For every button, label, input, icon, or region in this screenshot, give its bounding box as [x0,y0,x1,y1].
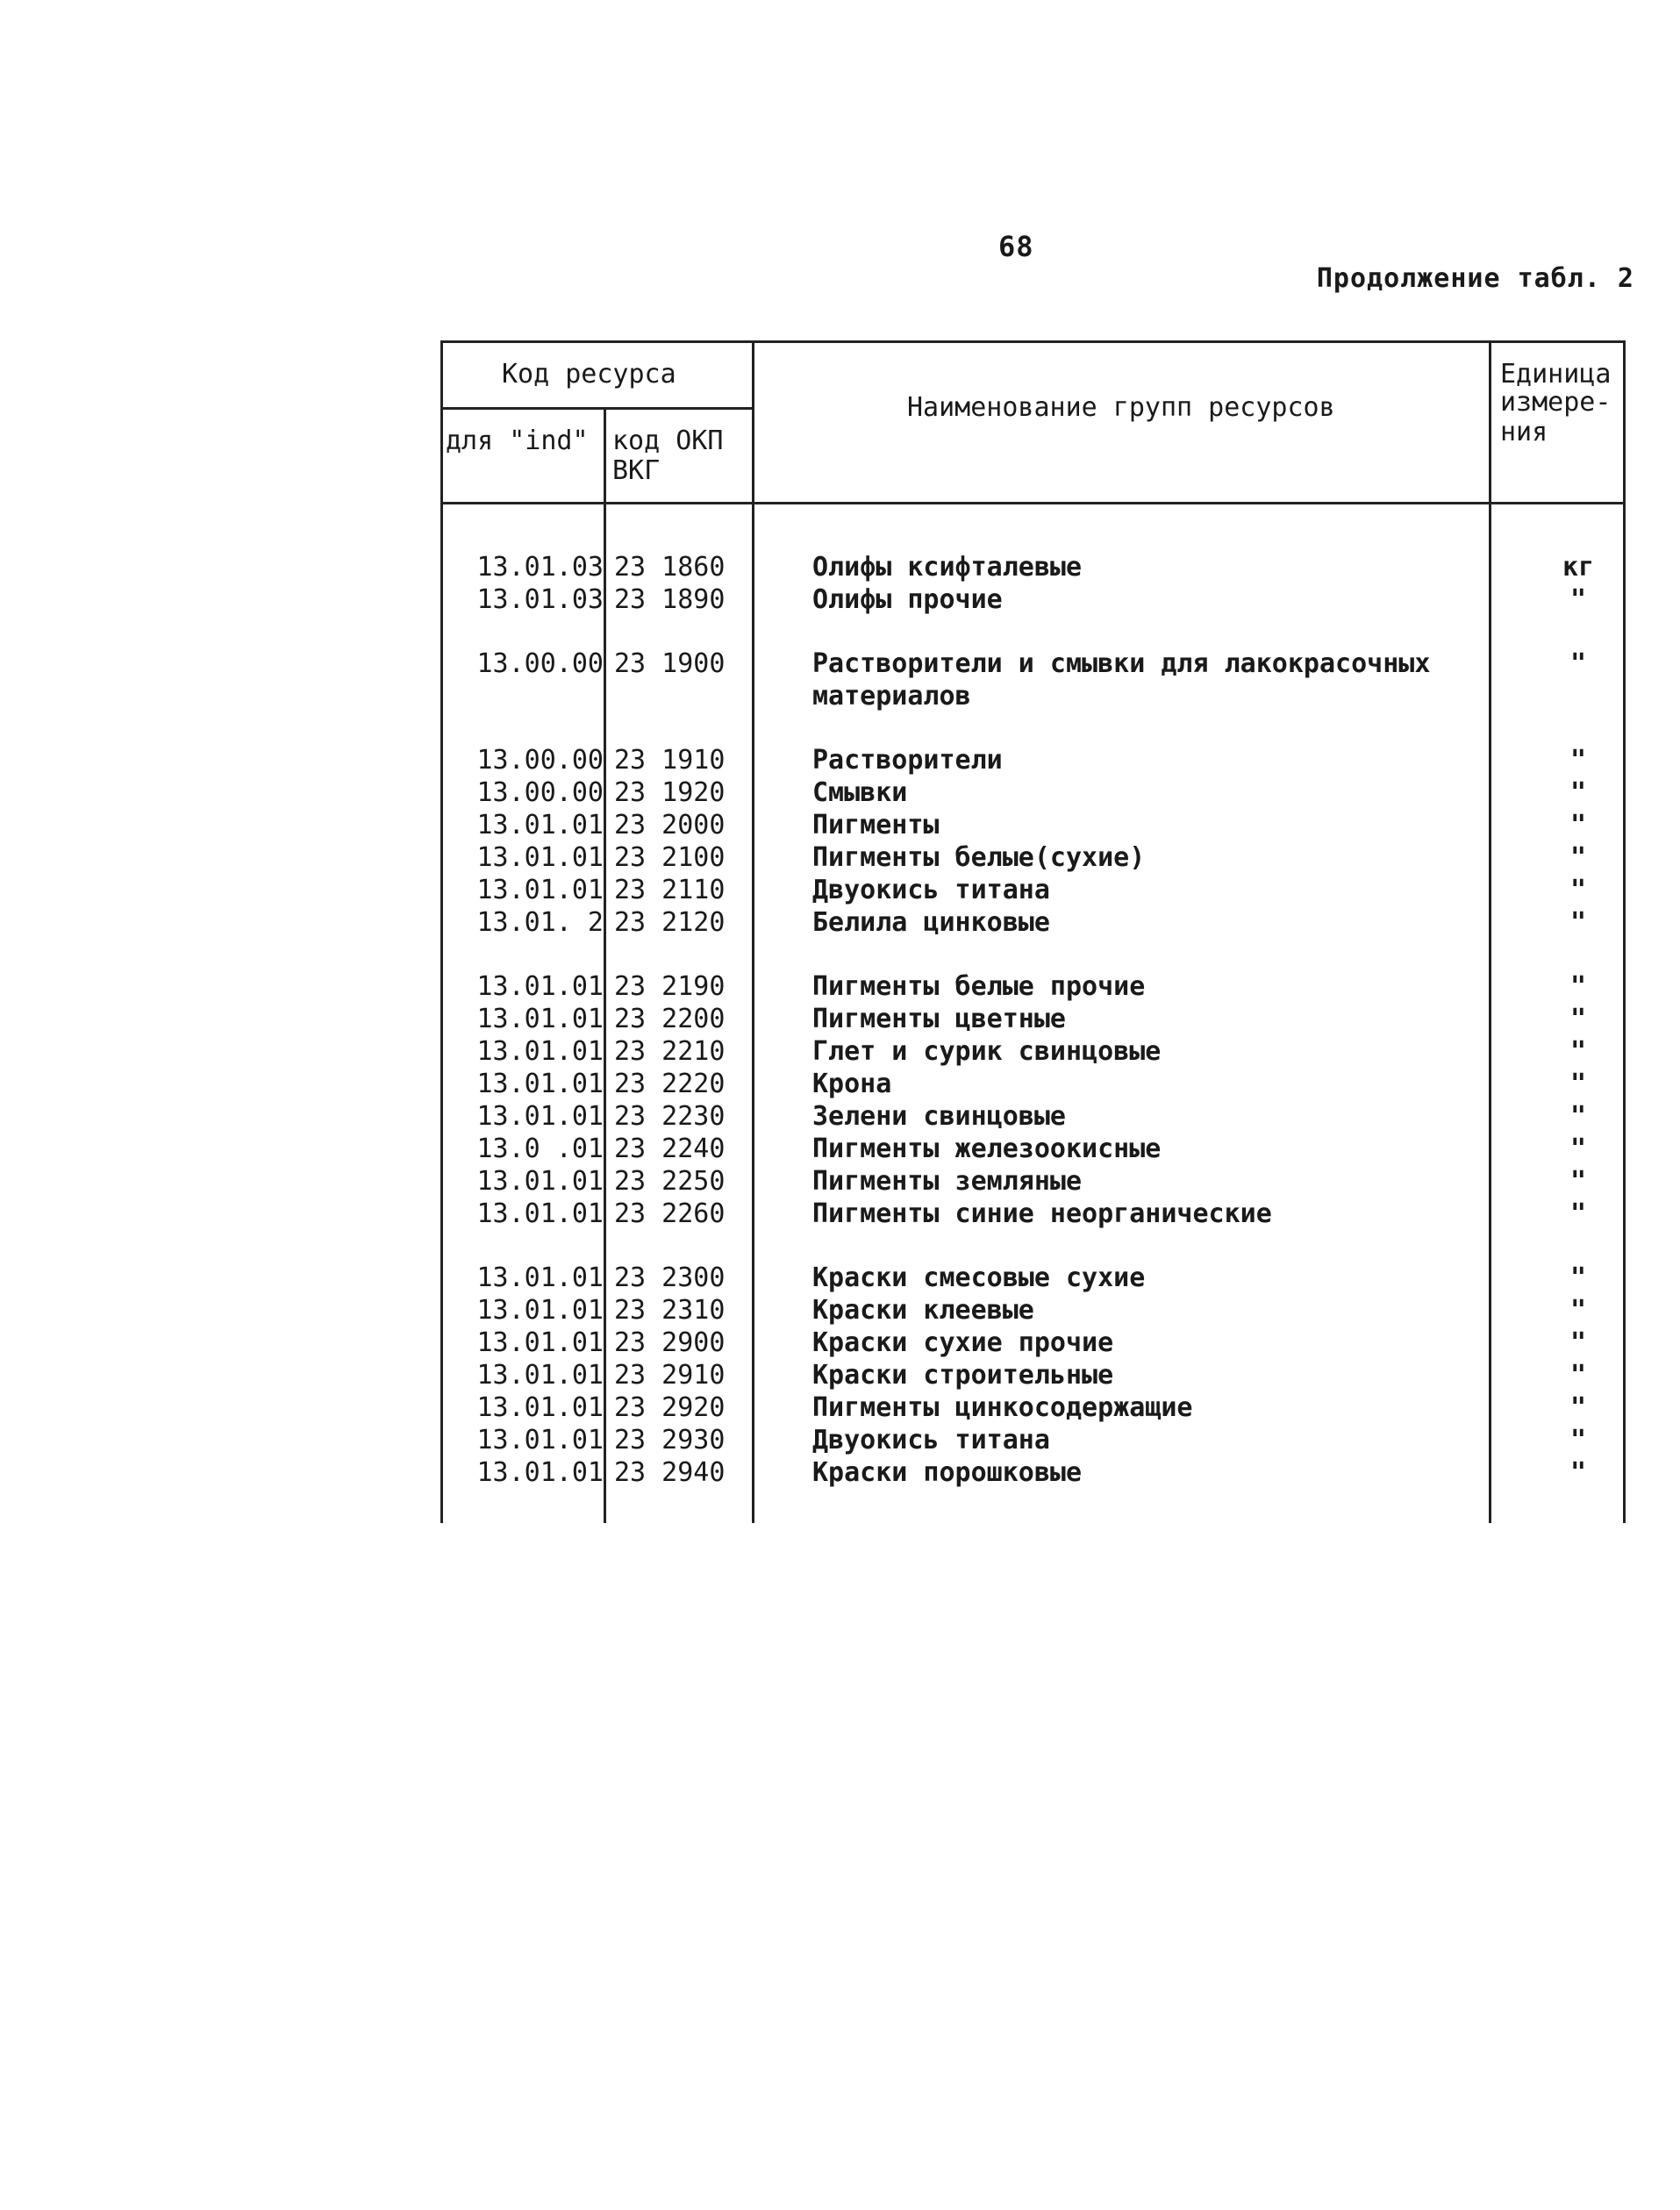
unit: " [1569,1327,1587,1358]
table-row [440,1359,1628,1391]
table-border-top [440,340,1626,343]
unit: " [1569,584,1587,615]
group-name: Краски порошковые [812,1457,1083,1488]
table-row [440,1198,1628,1230]
header-group-name: Наименование групп ресурсов [907,392,1335,423]
ind-code: 13.01.01 [476,1392,604,1423]
ind-code: 13.01.01 [476,1069,604,1099]
okp-code: 23 2300 [614,1262,726,1293]
table-row [440,647,1628,680]
unit: " [1569,971,1587,1002]
okp-code: 23 1860 [614,552,726,583]
unit: " [1569,1198,1587,1229]
okp-code: 23 2910 [614,1360,726,1391]
table-row [440,809,1628,841]
group-name: Крона [812,1069,892,1099]
okp-code: 23 2000 [614,810,726,840]
ind-code: 13.00.00 [476,648,604,679]
group-name: Краски смесовые сухие [812,1262,1146,1293]
table-row [440,874,1628,906]
table-row [440,1035,1628,1068]
ind-code: 13.01.01 [476,1425,604,1455]
header-okp-code-line1: код ОКП [612,426,724,456]
okp-code: 23 1920 [614,777,726,808]
group-name: Растворители и смывки для лакокрасочных [812,648,1431,679]
okp-code: 23 1890 [614,584,726,615]
okp-code: 23 2940 [614,1457,726,1488]
table-row [440,1294,1628,1327]
ind-code: 13.01.01 [476,810,604,840]
ind-code: 13.01. 2 [476,907,604,938]
unit: " [1569,810,1587,840]
ind-code: 13.01.01 [476,971,604,1002]
table-row [440,1424,1628,1456]
ind-code: 13.01.01 [476,1198,604,1229]
table-row [440,1456,1628,1489]
unit: " [1569,1262,1587,1293]
unit: " [1569,875,1587,905]
okp-code: 23 2900 [614,1327,726,1358]
header-resource-code: Код ресурса [502,359,676,390]
unit: " [1569,1425,1587,1455]
ind-code: 13.0 .01 [476,1134,604,1164]
table-row [440,1068,1628,1100]
group-name: Пигменты земляные [812,1166,1083,1197]
table-row [440,841,1628,874]
okp-code: 23 2120 [614,907,726,938]
table-row [440,906,1628,939]
group-name: Пигменты синие неорганические [812,1198,1272,1229]
table-row [440,1003,1628,1035]
okp-code: 23 2100 [614,842,726,873]
ind-code: 13.01.01 [476,1036,604,1067]
table-row [440,744,1628,776]
okp-code: 23 2190 [614,971,726,1002]
unit: " [1569,1134,1587,1164]
continuation-label: Продолжение табл. 2 [1316,263,1634,294]
group-name: Растворители [812,745,1003,776]
unit: кг [1562,552,1595,583]
group-name: Двуокись титана [812,875,1050,905]
okp-code: 23 1910 [614,745,726,776]
unit: " [1569,1004,1587,1034]
okp-code: 23 2210 [614,1036,726,1067]
group-name: Краски сухие прочие [812,1327,1114,1358]
group-name: Пигменты цветные [812,1004,1066,1034]
group-name: Олифы ксифталевые [812,552,1083,583]
ind-code: 13.01.01 [476,1457,604,1488]
group-name: Двуокись титана [812,1425,1050,1455]
ind-code: 13.01.01 [476,1004,604,1034]
header-unit-line3: ния [1500,417,1548,447]
group-name: Пигменты белые прочие [812,971,1146,1002]
table-row [440,1100,1628,1133]
unit: " [1569,1036,1587,1067]
okp-code: 23 2310 [614,1295,726,1326]
resource-table [440,340,1628,1523]
okp-code: 23 2220 [614,1069,726,1099]
okp-code: 23 2930 [614,1425,726,1455]
unit: " [1569,745,1587,776]
ind-code: 13.01.01 [476,1262,604,1293]
unit: " [1569,1360,1587,1391]
ind-code: 13.01.01 [476,1166,604,1197]
table-row [440,776,1628,809]
unit: " [1569,648,1587,679]
group-name: Зелени свинцовые [812,1101,1066,1132]
table-row [440,1133,1628,1165]
group-name: Глет и сурик свинцовые [812,1036,1162,1067]
okp-code: 23 2200 [614,1004,726,1034]
ind-code: 13.01.01 [476,875,604,905]
header-unit-line1: Единица [1500,359,1612,390]
okp-code: 23 2230 [614,1101,726,1132]
unit: " [1569,1069,1587,1099]
okp-code: 23 2250 [614,1166,726,1197]
page-number: 68 [998,230,1034,263]
ind-code: 13.01.03 [476,552,604,583]
ind-code: 13.01.03 [476,584,604,615]
unit: " [1569,907,1587,938]
table-row [440,970,1628,1003]
group-name: Пигменты цинкосодержащие [812,1392,1193,1423]
group-name: Краски строительные [812,1360,1114,1391]
unit: " [1569,1392,1587,1423]
table-row [440,1391,1628,1424]
group-name-continuation: материалов [812,681,971,712]
unit: " [1569,1101,1587,1132]
unit: " [1569,1457,1587,1488]
header-ind-code: для "ind" [446,426,589,456]
okp-code: 23 2240 [614,1134,726,1164]
table-row-continuation [440,680,1628,712]
ind-code: 13.01.01 [476,1101,604,1132]
group-name: Пигменты белые(сухие) [812,842,1146,873]
table-row [440,1262,1628,1294]
table-row [440,583,1628,616]
table-row [440,1165,1628,1198]
group-name: Белила цинковые [812,907,1050,938]
table-row [440,1327,1628,1359]
header-okp-code-line2: ВКГ [612,455,661,486]
group-name: Краски клеевые [812,1295,1034,1326]
ind-code: 13.01.01 [476,1360,604,1391]
ind-code: 13.01.01 [476,1295,604,1326]
ind-code: 13.00.00 [476,745,604,776]
header-subdivider [440,407,754,410]
okp-code: 23 2260 [614,1198,726,1229]
ind-code: 13.00.00 [476,777,604,808]
ind-code: 13.01.01 [476,842,604,873]
group-name: Пигменты железоокисные [812,1134,1162,1164]
table-row [440,551,1628,583]
group-name: Пигменты [812,810,940,840]
unit: " [1569,842,1587,873]
unit: " [1569,1166,1587,1197]
group-name: Олифы прочие [812,584,1003,615]
okp-code: 23 2920 [614,1392,726,1423]
group-name: Смывки [812,777,908,808]
okp-code: 23 1900 [614,648,726,679]
unit: " [1569,777,1587,808]
header-unit-line2: измере- [1500,387,1612,418]
unit: " [1569,1295,1587,1326]
ind-code: 13.01.01 [476,1327,604,1358]
okp-code: 23 2110 [614,875,726,905]
header-bottom-rule [440,502,1626,504]
